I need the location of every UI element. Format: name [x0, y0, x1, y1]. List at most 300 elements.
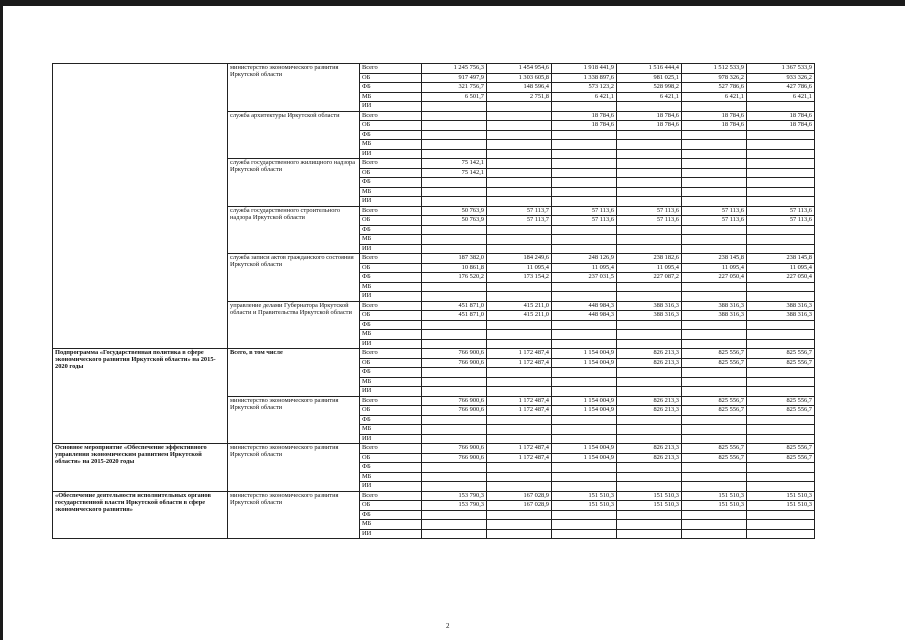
amount-cell: [682, 377, 747, 387]
amount-cell: [487, 292, 552, 302]
amount-cell: 1 245 756,3: [422, 64, 487, 74]
amount-cell: [682, 387, 747, 397]
amount-cell: [552, 330, 617, 340]
funding-source-cell: ФБ: [360, 368, 422, 378]
amount-cell: 151 510,3: [552, 501, 617, 511]
amount-cell: [747, 244, 815, 254]
amount-cell: [617, 463, 682, 473]
funding-source-cell: ФБ: [360, 225, 422, 235]
amount-cell: [422, 140, 487, 150]
amount-cell: [747, 282, 815, 292]
amount-cell: [552, 482, 617, 492]
amount-cell: [422, 111, 487, 121]
amount-cell: 448 984,3: [552, 301, 617, 311]
amount-cell: [617, 225, 682, 235]
amount-cell: [422, 368, 487, 378]
amount-cell: [422, 472, 487, 482]
amount-cell: 1 172 487,4: [487, 396, 552, 406]
amount-cell: 826 213,3: [617, 396, 682, 406]
amount-cell: [487, 244, 552, 254]
amount-cell: [682, 140, 747, 150]
amount-cell: 766 900,6: [422, 453, 487, 463]
amount-cell: [682, 463, 747, 473]
amount-cell: [552, 368, 617, 378]
amount-cell: [747, 339, 815, 349]
amount-cell: [487, 339, 552, 349]
amount-cell: 153 790,3: [422, 501, 487, 511]
amount-cell: [617, 339, 682, 349]
amount-cell: [552, 235, 617, 245]
amount-cell: 10 861,8: [422, 263, 487, 273]
amount-cell: [747, 187, 815, 197]
amount-cell: 151 510,3: [682, 491, 747, 501]
amount-cell: [422, 377, 487, 387]
amount-cell: [747, 529, 815, 539]
amount-cell: 825 556,7: [747, 453, 815, 463]
program-name-cell: Основное мероприятие «Обеспечение эффективного управления экономическим развитием Иркутской области» на 2015-2020 годы: [53, 444, 228, 492]
amount-cell: 18 784,6: [617, 111, 682, 121]
amount-cell: 18 784,6: [552, 111, 617, 121]
program-name-cell: Подпрограмма «Государственная политика в сфере экономического развития Иркутской области» на 2015-2020 годы: [53, 349, 228, 444]
funding-source-cell: ИИ: [360, 434, 422, 444]
amount-cell: [682, 482, 747, 492]
amount-cell: 75 142,1: [422, 159, 487, 169]
amount-cell: [487, 111, 552, 121]
amount-cell: [747, 168, 815, 178]
amount-cell: [682, 434, 747, 444]
amount-cell: 184 249,6: [487, 254, 552, 264]
amount-cell: 50 763,9: [422, 216, 487, 226]
amount-cell: [422, 130, 487, 140]
amount-cell: [617, 102, 682, 112]
table-row: [53, 444, 815, 454]
amount-cell: [617, 292, 682, 302]
amount-cell: 826 213,3: [617, 358, 682, 368]
executor-cell: служба записи актов гражданского состояния Иркутской области: [228, 254, 360, 302]
amount-cell: 933 326,2: [747, 73, 815, 83]
amount-cell: [552, 197, 617, 207]
executor-cell: управление делами Губернатора Иркутской области и Правительства Иркутской области: [228, 301, 360, 349]
amount-cell: [552, 339, 617, 349]
amount-cell: [422, 434, 487, 444]
amount-cell: 11 095,4: [682, 263, 747, 273]
table-row: [53, 349, 815, 359]
funding-source-cell: МБ: [360, 472, 422, 482]
amount-cell: [617, 377, 682, 387]
budget-table-body: [53, 64, 815, 539]
amount-cell: 825 556,7: [682, 406, 747, 416]
amount-cell: 173 154,2: [487, 273, 552, 283]
amount-cell: 388 316,3: [747, 301, 815, 311]
amount-cell: [487, 121, 552, 131]
amount-cell: [552, 510, 617, 520]
amount-cell: [682, 282, 747, 292]
amount-cell: [747, 510, 815, 520]
amount-cell: [682, 472, 747, 482]
amount-cell: 57 113,6: [552, 216, 617, 226]
amount-cell: [747, 425, 815, 435]
amount-cell: 825 556,7: [747, 406, 815, 416]
amount-cell: 151 510,3: [747, 501, 815, 511]
amount-cell: [552, 140, 617, 150]
amount-cell: 18 784,6: [682, 121, 747, 131]
amount-cell: [747, 415, 815, 425]
funding-source-cell: ОБ: [360, 121, 422, 131]
amount-cell: 1 154 004,9: [552, 358, 617, 368]
amount-cell: [617, 320, 682, 330]
amount-cell: [422, 121, 487, 131]
funding-source-cell: ОБ: [360, 358, 422, 368]
funding-source-cell: ИИ: [360, 292, 422, 302]
amount-cell: 1 154 004,9: [552, 444, 617, 454]
amount-cell: [747, 463, 815, 473]
amount-cell: 57 113,6: [747, 206, 815, 216]
amount-cell: 50 763,9: [422, 206, 487, 216]
amount-cell: 18 784,6: [552, 121, 617, 131]
funding-source-cell: ФБ: [360, 130, 422, 140]
amount-cell: [487, 149, 552, 159]
amount-cell: [747, 330, 815, 340]
amount-cell: 766 900,6: [422, 349, 487, 359]
funding-source-cell: ФБ: [360, 463, 422, 473]
amount-cell: 826 213,3: [617, 444, 682, 454]
amount-cell: [487, 387, 552, 397]
funding-source-cell: МБ: [360, 520, 422, 530]
funding-source-cell: ОБ: [360, 406, 422, 416]
amount-cell: [422, 425, 487, 435]
amount-cell: [487, 510, 552, 520]
amount-cell: 825 556,7: [682, 358, 747, 368]
amount-cell: [487, 168, 552, 178]
amount-cell: 238 145,8: [682, 254, 747, 264]
funding-source-cell: МБ: [360, 425, 422, 435]
amount-cell: 528 998,2: [617, 83, 682, 93]
funding-source-cell: ОБ: [360, 453, 422, 463]
amount-cell: [617, 482, 682, 492]
amount-cell: [747, 482, 815, 492]
amount-cell: [422, 463, 487, 473]
amount-cell: [487, 529, 552, 539]
amount-cell: 451 871,0: [422, 301, 487, 311]
amount-cell: [682, 510, 747, 520]
amount-cell: [747, 178, 815, 188]
amount-cell: [747, 377, 815, 387]
amount-cell: [747, 140, 815, 150]
amount-cell: [552, 292, 617, 302]
amount-cell: 1 338 897,6: [552, 73, 617, 83]
amount-cell: [487, 482, 552, 492]
amount-cell: [682, 159, 747, 169]
amount-cell: [747, 102, 815, 112]
amount-cell: 6 501,7: [422, 92, 487, 102]
amount-cell: 151 510,3: [747, 491, 815, 501]
funding-source-cell: ИИ: [360, 529, 422, 539]
amount-cell: 981 025,1: [617, 73, 682, 83]
amount-cell: [552, 244, 617, 254]
amount-cell: [747, 159, 815, 169]
funding-source-cell: МБ: [360, 92, 422, 102]
funding-source-cell: Всего: [360, 254, 422, 264]
amount-cell: [747, 368, 815, 378]
funding-source-cell: ФБ: [360, 178, 422, 188]
amount-cell: [487, 330, 552, 340]
amount-cell: [617, 510, 682, 520]
amount-cell: [747, 434, 815, 444]
funding-source-cell: ИИ: [360, 244, 422, 254]
amount-cell: [487, 102, 552, 112]
amount-cell: [747, 520, 815, 530]
amount-cell: 1 172 487,4: [487, 358, 552, 368]
amount-cell: 1 512 533,9: [682, 64, 747, 74]
funding-source-cell: ОБ: [360, 311, 422, 321]
amount-cell: [617, 159, 682, 169]
amount-cell: 1 172 487,4: [487, 453, 552, 463]
amount-cell: 427 786,6: [747, 83, 815, 93]
amount-cell: 448 984,3: [552, 311, 617, 321]
amount-cell: 1 303 605,8: [487, 73, 552, 83]
funding-source-cell: ИИ: [360, 387, 422, 397]
amount-cell: 388 316,3: [617, 311, 682, 321]
amount-cell: 415 211,0: [487, 311, 552, 321]
funding-source-cell: Всего: [360, 491, 422, 501]
amount-cell: 167 028,9: [487, 491, 552, 501]
amount-cell: 248 126,9: [552, 254, 617, 264]
amount-cell: [487, 425, 552, 435]
amount-cell: [747, 292, 815, 302]
amount-cell: [487, 225, 552, 235]
amount-cell: [422, 244, 487, 254]
executor-cell: служба государственного жилищного надзора Иркутской области: [228, 159, 360, 207]
amount-cell: [617, 282, 682, 292]
executor-cell: министерство экономического развития Иркутской области: [228, 491, 360, 539]
funding-source-cell: МБ: [360, 330, 422, 340]
executor-cell: министерство экономического развития Иркутской области: [228, 64, 360, 112]
amount-cell: 825 556,7: [682, 396, 747, 406]
amount-cell: 57 113,7: [487, 206, 552, 216]
amount-cell: 11 095,4: [617, 263, 682, 273]
amount-cell: [682, 149, 747, 159]
amount-cell: 57 113,6: [617, 216, 682, 226]
amount-cell: [422, 149, 487, 159]
amount-cell: 825 556,7: [747, 396, 815, 406]
amount-cell: [682, 330, 747, 340]
funding-source-cell: ОБ: [360, 73, 422, 83]
amount-cell: 1 454 954,6: [487, 64, 552, 74]
amount-cell: 11 095,4: [747, 263, 815, 273]
amount-cell: [682, 225, 747, 235]
amount-cell: [552, 159, 617, 169]
amount-cell: [422, 482, 487, 492]
amount-cell: [617, 368, 682, 378]
amount-cell: [617, 187, 682, 197]
amount-cell: 1 172 487,4: [487, 444, 552, 454]
amount-cell: 388 316,3: [682, 311, 747, 321]
amount-cell: [487, 463, 552, 473]
amount-cell: [487, 235, 552, 245]
executor-cell: министерство экономического развития Иркутской области: [228, 396, 360, 444]
amount-cell: [422, 320, 487, 330]
amount-cell: 148 596,4: [487, 83, 552, 93]
funding-source-cell: ФБ: [360, 510, 422, 520]
amount-cell: 573 123,2: [552, 83, 617, 93]
amount-cell: [617, 415, 682, 425]
amount-cell: [617, 244, 682, 254]
amount-cell: [682, 235, 747, 245]
amount-cell: [617, 168, 682, 178]
funding-source-cell: ОБ: [360, 216, 422, 226]
amount-cell: [747, 235, 815, 245]
amount-cell: [487, 472, 552, 482]
amount-cell: 388 316,3: [747, 311, 815, 321]
executor-cell: служба архитектуры Иркутской области: [228, 111, 360, 159]
amount-cell: 151 510,3: [617, 491, 682, 501]
amount-cell: [487, 130, 552, 140]
amount-cell: 167 028,9: [487, 501, 552, 511]
amount-cell: 1 516 444,4: [617, 64, 682, 74]
amount-cell: 18 784,6: [682, 111, 747, 121]
amount-cell: 1 367 533,9: [747, 64, 815, 74]
amount-cell: [747, 149, 815, 159]
amount-cell: 321 756,7: [422, 83, 487, 93]
amount-cell: [747, 387, 815, 397]
amount-cell: 176 520,2: [422, 273, 487, 283]
amount-cell: [682, 130, 747, 140]
amount-cell: 825 556,7: [747, 444, 815, 454]
funding-source-cell: МБ: [360, 377, 422, 387]
amount-cell: [682, 102, 747, 112]
table-row: [53, 491, 815, 501]
amount-cell: 527 786,6: [682, 83, 747, 93]
amount-cell: [682, 168, 747, 178]
amount-cell: [487, 197, 552, 207]
amount-cell: [487, 415, 552, 425]
amount-cell: 766 900,6: [422, 358, 487, 368]
amount-cell: 415 211,0: [487, 301, 552, 311]
amount-cell: 11 095,4: [552, 263, 617, 273]
amount-cell: [617, 434, 682, 444]
amount-cell: [682, 244, 747, 254]
amount-cell: [617, 387, 682, 397]
amount-cell: 825 556,7: [747, 358, 815, 368]
amount-cell: 1 154 004,9: [552, 349, 617, 359]
amount-cell: [552, 130, 617, 140]
amount-cell: 57 113,6: [747, 216, 815, 226]
funding-source-cell: МБ: [360, 235, 422, 245]
funding-source-cell: ИИ: [360, 339, 422, 349]
amount-cell: [552, 377, 617, 387]
amount-cell: [552, 320, 617, 330]
amount-cell: 917 497,9: [422, 73, 487, 83]
amount-cell: 57 113,6: [682, 216, 747, 226]
funding-source-cell: ИИ: [360, 482, 422, 492]
amount-cell: [422, 102, 487, 112]
amount-cell: 388 316,3: [682, 301, 747, 311]
amount-cell: 826 213,3: [617, 349, 682, 359]
amount-cell: [487, 187, 552, 197]
budget-table: [52, 63, 815, 539]
funding-source-cell: ИИ: [360, 102, 422, 112]
amount-cell: [747, 130, 815, 140]
amount-cell: [552, 225, 617, 235]
amount-cell: [552, 425, 617, 435]
amount-cell: 238 182,6: [617, 254, 682, 264]
amount-cell: [682, 320, 747, 330]
amount-cell: [617, 330, 682, 340]
funding-source-cell: ФБ: [360, 415, 422, 425]
amount-cell: [682, 368, 747, 378]
amount-cell: 451 871,0: [422, 311, 487, 321]
funding-source-cell: ОБ: [360, 263, 422, 273]
program-name-cell: [53, 64, 228, 349]
amount-cell: 1 172 487,4: [487, 406, 552, 416]
amount-cell: [487, 434, 552, 444]
page-number: 2: [446, 622, 450, 630]
amount-cell: 825 556,7: [682, 349, 747, 359]
amount-cell: [487, 159, 552, 169]
amount-cell: 826 213,3: [617, 453, 682, 463]
amount-cell: 75 142,1: [422, 168, 487, 178]
amount-cell: 1 154 004,9: [552, 406, 617, 416]
amount-cell: [552, 529, 617, 539]
amount-cell: 237 031,5: [552, 273, 617, 283]
amount-cell: 1 918 441,9: [552, 64, 617, 74]
amount-cell: [682, 292, 747, 302]
amount-cell: [747, 197, 815, 207]
amount-cell: 57 113,6: [617, 206, 682, 216]
amount-cell: 825 556,7: [747, 349, 815, 359]
amount-cell: [617, 235, 682, 245]
amount-cell: [487, 282, 552, 292]
amount-cell: 6 421,1: [747, 92, 815, 102]
amount-cell: 57 113,6: [552, 206, 617, 216]
amount-cell: [487, 368, 552, 378]
amount-cell: [487, 377, 552, 387]
amount-cell: [617, 197, 682, 207]
amount-cell: [747, 472, 815, 482]
amount-cell: [422, 187, 487, 197]
amount-cell: [422, 387, 487, 397]
amount-cell: [552, 168, 617, 178]
funding-source-cell: Всего: [360, 301, 422, 311]
funding-source-cell: Всего: [360, 159, 422, 169]
executor-cell: Всего, в том числе: [228, 349, 360, 397]
amount-cell: 1 172 487,4: [487, 349, 552, 359]
funding-source-cell: ФБ: [360, 320, 422, 330]
amount-cell: [552, 187, 617, 197]
amount-cell: [422, 225, 487, 235]
amount-cell: 238 145,8: [747, 254, 815, 264]
amount-cell: [617, 425, 682, 435]
amount-cell: 2 751,8: [487, 92, 552, 102]
amount-cell: 153 790,3: [422, 491, 487, 501]
amount-cell: [422, 282, 487, 292]
funding-source-cell: ОБ: [360, 501, 422, 511]
amount-cell: 6 421,1: [552, 92, 617, 102]
amount-cell: 825 556,7: [682, 453, 747, 463]
funding-source-cell: Всего: [360, 206, 422, 216]
amount-cell: [617, 178, 682, 188]
amount-cell: 766 900,6: [422, 406, 487, 416]
executor-cell: министерство экономического развития Иркутской области: [228, 444, 360, 492]
amount-cell: [487, 178, 552, 188]
amount-cell: [552, 102, 617, 112]
amount-cell: [682, 520, 747, 530]
funding-source-cell: ФБ: [360, 273, 422, 283]
amount-cell: [552, 178, 617, 188]
amount-cell: [682, 187, 747, 197]
amount-cell: [747, 225, 815, 235]
amount-cell: [422, 510, 487, 520]
